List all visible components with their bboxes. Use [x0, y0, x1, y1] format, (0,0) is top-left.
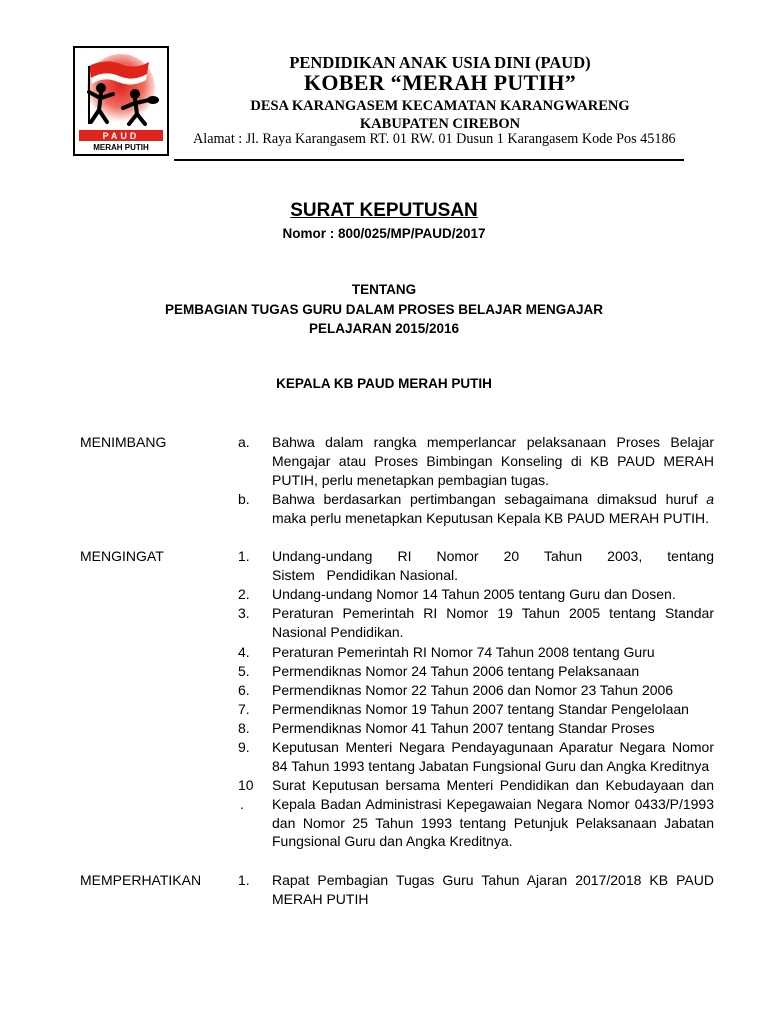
header-divider: [174, 159, 684, 161]
kop-line-4: KABUPATEN CIREBON: [359, 116, 521, 132]
menimbang-item-a: [272, 433, 714, 489]
item-number: 1.: [238, 548, 250, 564]
text-line: Permendiknas Nomor 19 Tahun 2007 tentang Standar Pengelolaan: [272, 701, 689, 717]
memperhatikan-item-1: [272, 871, 714, 909]
text-line: Undang-undang Nomor 14 Tahun 2005 tentang Guru dan Dosen.: [272, 586, 676, 602]
mengingat-item-8: [272, 719, 714, 738]
section-label-menimbang: MENIMBANG: [80, 434, 167, 450]
item-number: 8.: [238, 720, 250, 736]
text-line: Surat Keputusan bersama Menteri Pendidikan dan Kebudayaan dan: [272, 777, 714, 793]
school-logo: [73, 46, 169, 156]
mengingat-item-7: [272, 700, 714, 719]
text-line: Bahwa dalam rangka memperlancar pelaksanaan Proses Belajar: [272, 434, 714, 450]
mengingat-item-10: [272, 776, 714, 851]
text-line: Mengajar atau Proses Bimbingan Konseling di KB PAUD MERAH: [272, 452, 714, 469]
item-number: 2.: [238, 586, 250, 602]
text-line: Fungsional Guru dan Angka Kreditnya.: [272, 833, 513, 850]
mengingat-item-2: [272, 585, 714, 604]
text-line: Permendiknas Nomor 24 Tahun 2006 tentang Pelaksanaan: [272, 663, 640, 679]
text-segment-italic: a: [706, 491, 714, 507]
text-line: Peraturan Pemerintah RI Nomor 74 Tahun 2008 tentang Guru: [272, 644, 655, 660]
text-line: Peraturan Pemerintah RI Nomor 19 Tahun 2005 tentang Standar: [272, 605, 714, 621]
tentang-heading: TENTANG: [351, 282, 417, 297]
text-line: Kepala Badan Administrasi Kepegawaian Negara Nomor 0433/P/1993: [272, 795, 714, 812]
kop-line-3: DESA KARANGASEM KECAMATAN KARANGWARENG: [250, 98, 630, 114]
text-line: Permendiknas Nomor 22 Tahun 2006 dan Nomor 23 Tahun 2006: [272, 682, 674, 698]
mengingat-item-1: [272, 547, 714, 585]
section-label-memperhatikan: MEMPERHATIKAN: [80, 872, 202, 888]
menimbang-item-b: [272, 490, 714, 528]
issuer-heading: KEPALA KB PAUD MERAH PUTIH: [276, 376, 492, 391]
text-line: 84 Tahun 1993 tentang Jabatan Fungsional Guru dan Angka Kreditnya: [272, 757, 710, 774]
text-line: maka perlu menetapkan Keputusan Kepala KB PAUD MERAH PUTIH.: [272, 509, 710, 526]
kop-address: Alamat : Jl. Raya Karangasem RT. 01 RW. 01 Dusun 1 Karangasem Kode Pos 45186: [193, 131, 676, 147]
text-line: PUTIH, perlu menetapkan pembagian tugas.: [272, 471, 550, 488]
item-number: 4.: [238, 644, 250, 660]
item-number-dot: .: [240, 796, 244, 812]
mengingat-item-3: [272, 604, 714, 642]
text-line: [272, 490, 714, 509]
document-number: Nomor : 800/025/MP/PAUD/2017: [282, 226, 486, 241]
text-segment: Bahwa berdasarkan pertimbangan sebagaimana dimaksud huruf: [272, 491, 707, 507]
text-line: Undang-undang RI Nomor 20 Tahun 2003, tentang: [272, 548, 714, 564]
logo-text-bottom: MERAH PUTIH: [93, 143, 149, 152]
text-line: Nasional Pendidikan.: [272, 623, 404, 640]
kop-school-name: KOBER “MERAH PUTIH”: [303, 70, 577, 95]
subject-line-1: PEMBAGIAN TUGAS GURU DALAM PROSES BELAJAR MENGAJAR: [164, 302, 604, 317]
item-number: a.: [238, 434, 250, 450]
section-label-mengingat: MENGINGAT: [80, 548, 164, 564]
item-number: 6.: [238, 682, 250, 698]
item-number: 5.: [238, 663, 250, 679]
mengingat-item-5: [272, 662, 714, 681]
item-number: 7.: [238, 701, 250, 717]
text-line: Keputusan Menteri Negara Pendayagunaan Aparatur Negara Nomor: [272, 739, 714, 755]
mengingat-item-6: [272, 681, 714, 700]
mengingat-item-9: [272, 738, 714, 776]
item-number: 10: [238, 777, 254, 793]
logo-text-top: PAUD: [102, 131, 140, 141]
item-number: 1.: [238, 872, 250, 888]
text-line: Permendiknas Nomor 41 Tahun 2007 tentang Standar Proses: [272, 720, 655, 736]
text-line: Sistem Pendidikan Nasional.: [272, 566, 458, 583]
text-line: dan Nomor 25 Tahun 1993 tentang Petunjuk Pelaksanaan Jabatan: [272, 814, 714, 831]
item-number: 3.: [238, 605, 250, 621]
mengingat-item-4: [272, 643, 714, 662]
kop-line-1: PENDIDIKAN ANAK USIA DINI (PAUD): [289, 53, 591, 72]
item-number: 9.: [238, 739, 250, 755]
document-title: [0, 200, 768, 222]
paud-children-logo-icon: [75, 48, 167, 154]
text-line: Rapat Pembagian Tugas Guru Tahun Ajaran 2017/2018 KB PAUD: [272, 872, 714, 888]
item-number: b.: [238, 491, 250, 507]
document-title-text: SURAT KEPUTUSAN: [290, 200, 478, 221]
subject-line-2: PELAJARAN 2015/2016: [308, 321, 460, 336]
text-line: MERAH PUTIH: [272, 890, 369, 907]
